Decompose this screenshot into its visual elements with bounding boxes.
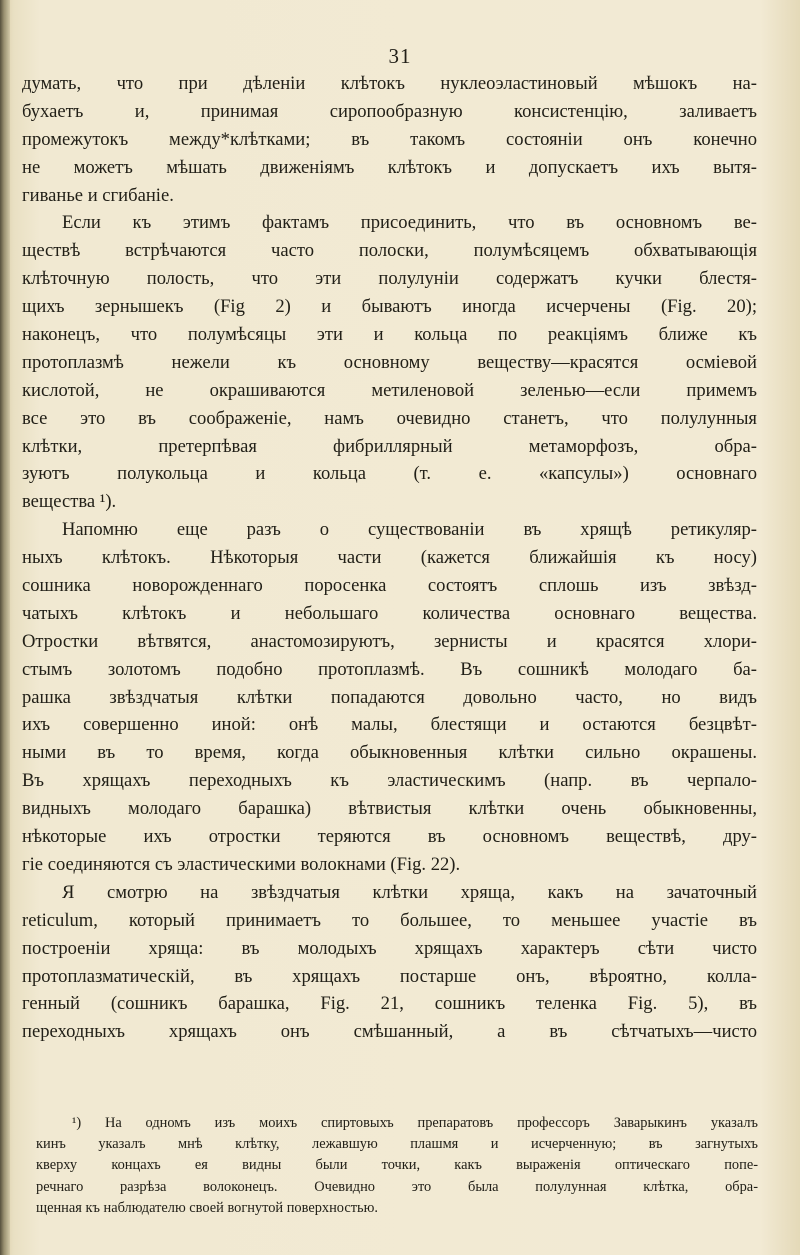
text-line: клѣточную полость, что эти полулуніи содержатъ кучки блестя- (22, 268, 757, 290)
text-line: гіе соединяются съ эластическими волокнами (Fig. 22). (22, 853, 461, 875)
text-line: ихъ совершенно иной: онѣ малы, блестящи и остаются безцвѣт- (22, 714, 757, 736)
text-line: ныхъ клѣтокъ. Нѣкоторыя части (кажется ближайшія къ носу) (22, 547, 757, 569)
text-line: протоплазмѣ нежели къ основному веществу—красятся осміевой (22, 351, 757, 373)
text-line: стымъ золотомъ подобно протоплазмѣ. Въ сошникѣ молодаго ба- (22, 658, 757, 680)
page-binding-edge (0, 0, 10, 1255)
text-line: Я смотрю на звѣздчатыя клѣтки хряща, какъ на зачаточный (62, 881, 757, 903)
text-line: бухаетъ и, принимая сиропообразную консистенцію, заливаетъ (22, 100, 757, 122)
text-line: не можетъ мѣшать движеніямъ клѣтокъ и допускаетъ ихъ вытя- (22, 156, 757, 178)
text-line: генный (сошникъ барашка, Fig. 21, сошникъ теленка Fig. 5), въ (22, 993, 757, 1015)
text-line: клѣтки, претерпѣвая фибриллярный метаморфозъ, обра- (22, 435, 757, 457)
text-line: кислотой, не окрашиваются метиленовой зеленью—если примемъ (22, 379, 757, 401)
text-line: рашка звѣздчатыя клѣтки попадаются довольно часто, но видъ (22, 686, 757, 708)
text-line: построеніи хряща: въ молодыхъ хрящахъ характеръ сѣти чисто (22, 937, 757, 959)
page-number: 31 (388, 44, 412, 68)
footnote-line: речнаго разрѣза волоконецъ. Очевидно это была полулунная клѣтка, обра- (36, 1178, 758, 1195)
text-line: Если къ этимъ фактамъ присоединить, что въ основномъ ве- (62, 212, 757, 234)
text-line: Въ хрящахъ переходныхъ къ эластическимъ (напр. въ черпало- (22, 770, 757, 792)
text-line: гиванье и сгибаніе. (22, 184, 174, 206)
text-line: ществѣ встрѣчаются часто полоски, полумѣсяцемъ обхватывающія (22, 240, 757, 262)
text-line: видныхъ молодаго барашка) вѣтвистыя клѣтки очень обыкновенны, (22, 798, 757, 820)
text-line: промежутокъ между*клѣтками; въ такомъ состояніи онъ конечно (22, 128, 757, 150)
text-line: сошника новорожденнаго поросенка состоятъ сплошь изъ звѣзд- (22, 575, 757, 597)
text-line: протоплазматическій, въ хрящахъ постарше онъ, вѣроятно, колла- (22, 965, 757, 987)
text-line: reticulum, который принимаетъ то большее, то меньшее участіе въ (22, 909, 757, 931)
footnote-line: щенная къ наблюдателю своей вогнутой поверхностью. (36, 1199, 378, 1216)
text-line: наконецъ, что полумѣсяцы эти и кольца по реакціямъ ближе къ (22, 324, 757, 346)
text-line: переходныхъ хрящахъ онъ смѣшанный, а въ сѣтчатыхъ—чисто (22, 1021, 757, 1043)
text-line: зуютъ полукольца и кольца (т. е. «капсулы») основнаго (22, 463, 757, 485)
text-line: Напомню еще разъ о существованіи въ хрящѣ ретикуляр- (62, 519, 757, 541)
text-line: нѣкоторые ихъ отростки теряются въ основномъ веществѣ, дру- (22, 826, 757, 848)
text-line: вещества ¹). (22, 491, 117, 513)
text-line: Отростки вѣтвятся, анастомозируютъ, зернисты и красятся хлори- (22, 630, 757, 652)
text-line: ными въ то время, когда обыкновенныя клѣтки сильно окрашены. (22, 742, 757, 764)
body-text (22, 70, 757, 1046)
text-line: чатыхъ клѣтокъ и небольшаго количества основнаго вещества. (22, 602, 757, 624)
text-line: все это въ соображеніе, намъ очевидно станетъ, что полулунныя (22, 407, 757, 429)
footnotes (36, 1113, 758, 1219)
footnote-line: кинъ указалъ мнѣ клѣтку, лежавшую плашмя и исчерченную; въ загнутыхъ (36, 1136, 758, 1153)
footnote-line: кверху концахъ ея видны были точки, какъ выраженія оптическаго попе- (36, 1157, 758, 1174)
text-line: думать, что при дѣленіи клѣтокъ нуклеоэластиновый мѣшокъ на- (22, 73, 757, 94)
footnote-line: ¹) На одномъ изъ моихъ спиртовыхъ препаратовъ профессоръ Заварыкинъ указалъ (72, 1115, 758, 1131)
text-line: щихъ зернышекъ (Fig 2) и бываютъ иногда исчерчены (Fig. 20); (22, 296, 757, 318)
